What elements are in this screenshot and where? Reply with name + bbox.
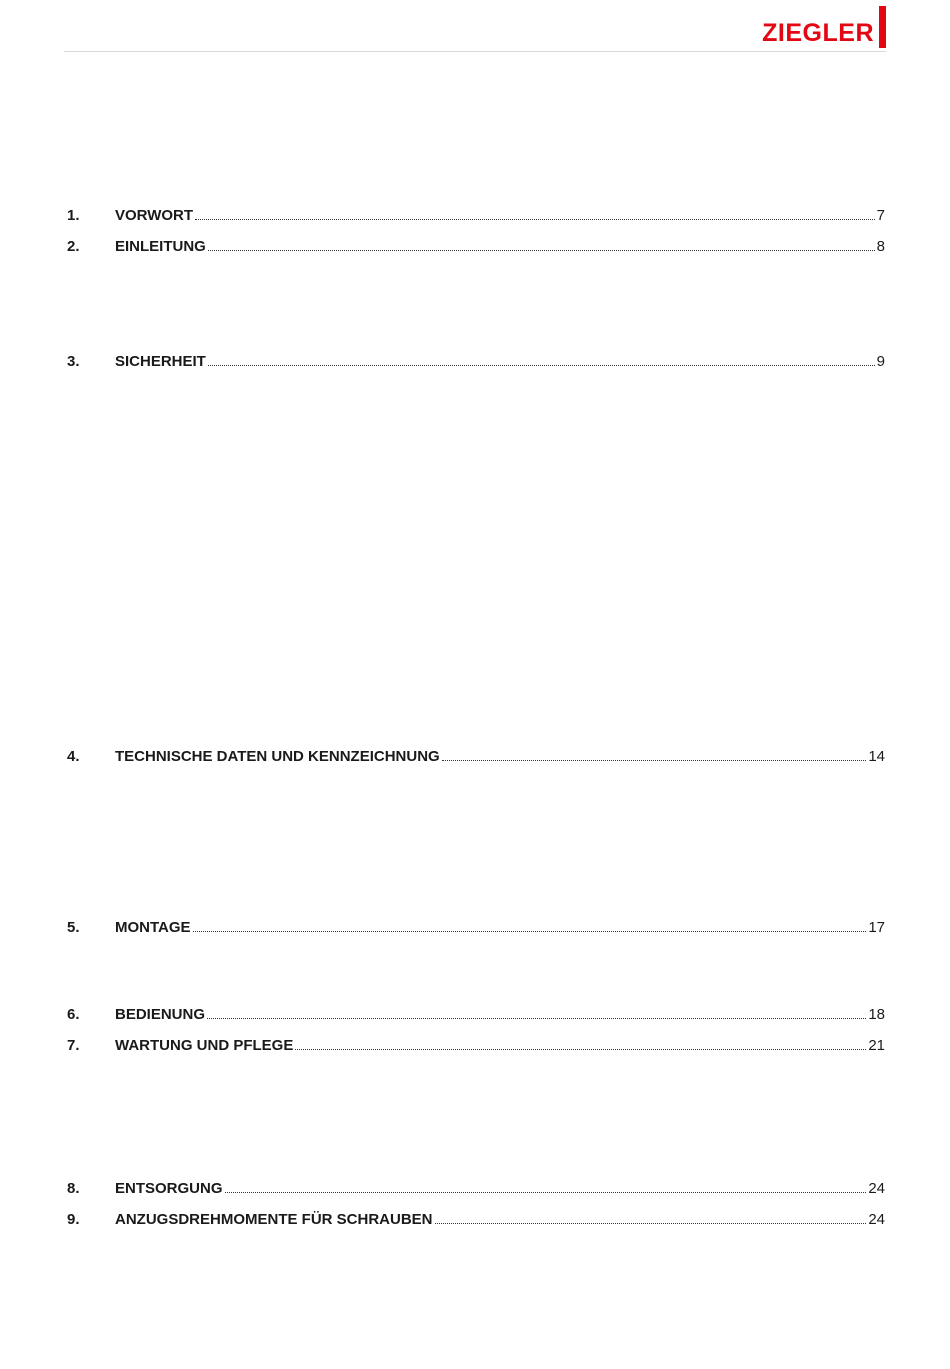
toc-dot-leader xyxy=(193,930,867,932)
toc-title: BEDIENUNG xyxy=(115,1006,206,1023)
toc-entry-bedienung[interactable] xyxy=(67,1005,885,1025)
toc-page-number: 24 xyxy=(868,1180,885,1197)
toc-number: 2. xyxy=(67,238,80,255)
toc-number: 4. xyxy=(67,748,80,765)
toc-entry-entsorgung[interactable] xyxy=(67,1179,885,1199)
toc-page-number: 24 xyxy=(868,1211,885,1228)
toc-dot-leader xyxy=(195,218,875,220)
toc-title: SICHERHEIT xyxy=(115,353,206,370)
toc-number: 7. xyxy=(67,1037,80,1054)
toc-number: 5. xyxy=(67,919,80,936)
toc-page-number: 14 xyxy=(868,748,885,765)
toc-dot-leader xyxy=(295,1048,866,1050)
toc-entry-wartung-und-pflege[interactable] xyxy=(67,1036,885,1056)
toc-number: 1. xyxy=(67,207,80,224)
page-header xyxy=(64,0,886,52)
toc-entry-technische-daten[interactable] xyxy=(67,747,885,767)
toc-page-number: 9 xyxy=(876,353,885,370)
toc-page-number: 18 xyxy=(868,1006,885,1023)
toc-page-number: 21 xyxy=(868,1037,885,1054)
toc-page-number: 17 xyxy=(868,919,885,936)
toc-dot-leader xyxy=(207,1017,866,1019)
toc-title: MONTAGE xyxy=(115,919,191,936)
toc-dot-leader xyxy=(442,759,867,761)
toc-title: ENTSORGUNG xyxy=(115,1180,223,1197)
toc-entry-montage[interactable] xyxy=(67,918,885,938)
toc-dot-leader xyxy=(208,249,875,251)
ziegler-logo xyxy=(762,4,886,48)
toc-number: 6. xyxy=(67,1006,80,1023)
toc-title: ANZUGSDREHMOMENTE FÜR SCHRAUBEN xyxy=(115,1211,433,1228)
toc-dot-leader xyxy=(435,1222,867,1224)
toc-number: 8. xyxy=(67,1180,80,1197)
toc-entry-sicherheit[interactable] xyxy=(67,352,885,372)
toc-title: EINLEITUNG xyxy=(115,238,206,255)
toc-entry-anzugsdrehmomente[interactable] xyxy=(67,1210,885,1230)
toc-number: 9. xyxy=(67,1211,80,1228)
toc-title: VORWORT xyxy=(115,207,194,224)
toc-entry-einleitung[interactable] xyxy=(67,237,885,257)
logo-bar-icon xyxy=(879,6,886,48)
toc-page-number: 7 xyxy=(876,207,885,224)
toc-dot-leader xyxy=(225,1191,867,1193)
toc-number: 3. xyxy=(67,353,80,370)
toc-title: WARTUNG UND PFLEGE xyxy=(115,1037,294,1054)
toc-entry-vorwort[interactable] xyxy=(67,206,885,226)
logo-text: ZIEGLER xyxy=(762,19,874,47)
toc-page-number: 8 xyxy=(876,238,885,255)
toc-dot-leader xyxy=(208,364,875,366)
toc-title: TECHNISCHE DATEN UND KENNZEICHNUNG xyxy=(115,748,440,765)
